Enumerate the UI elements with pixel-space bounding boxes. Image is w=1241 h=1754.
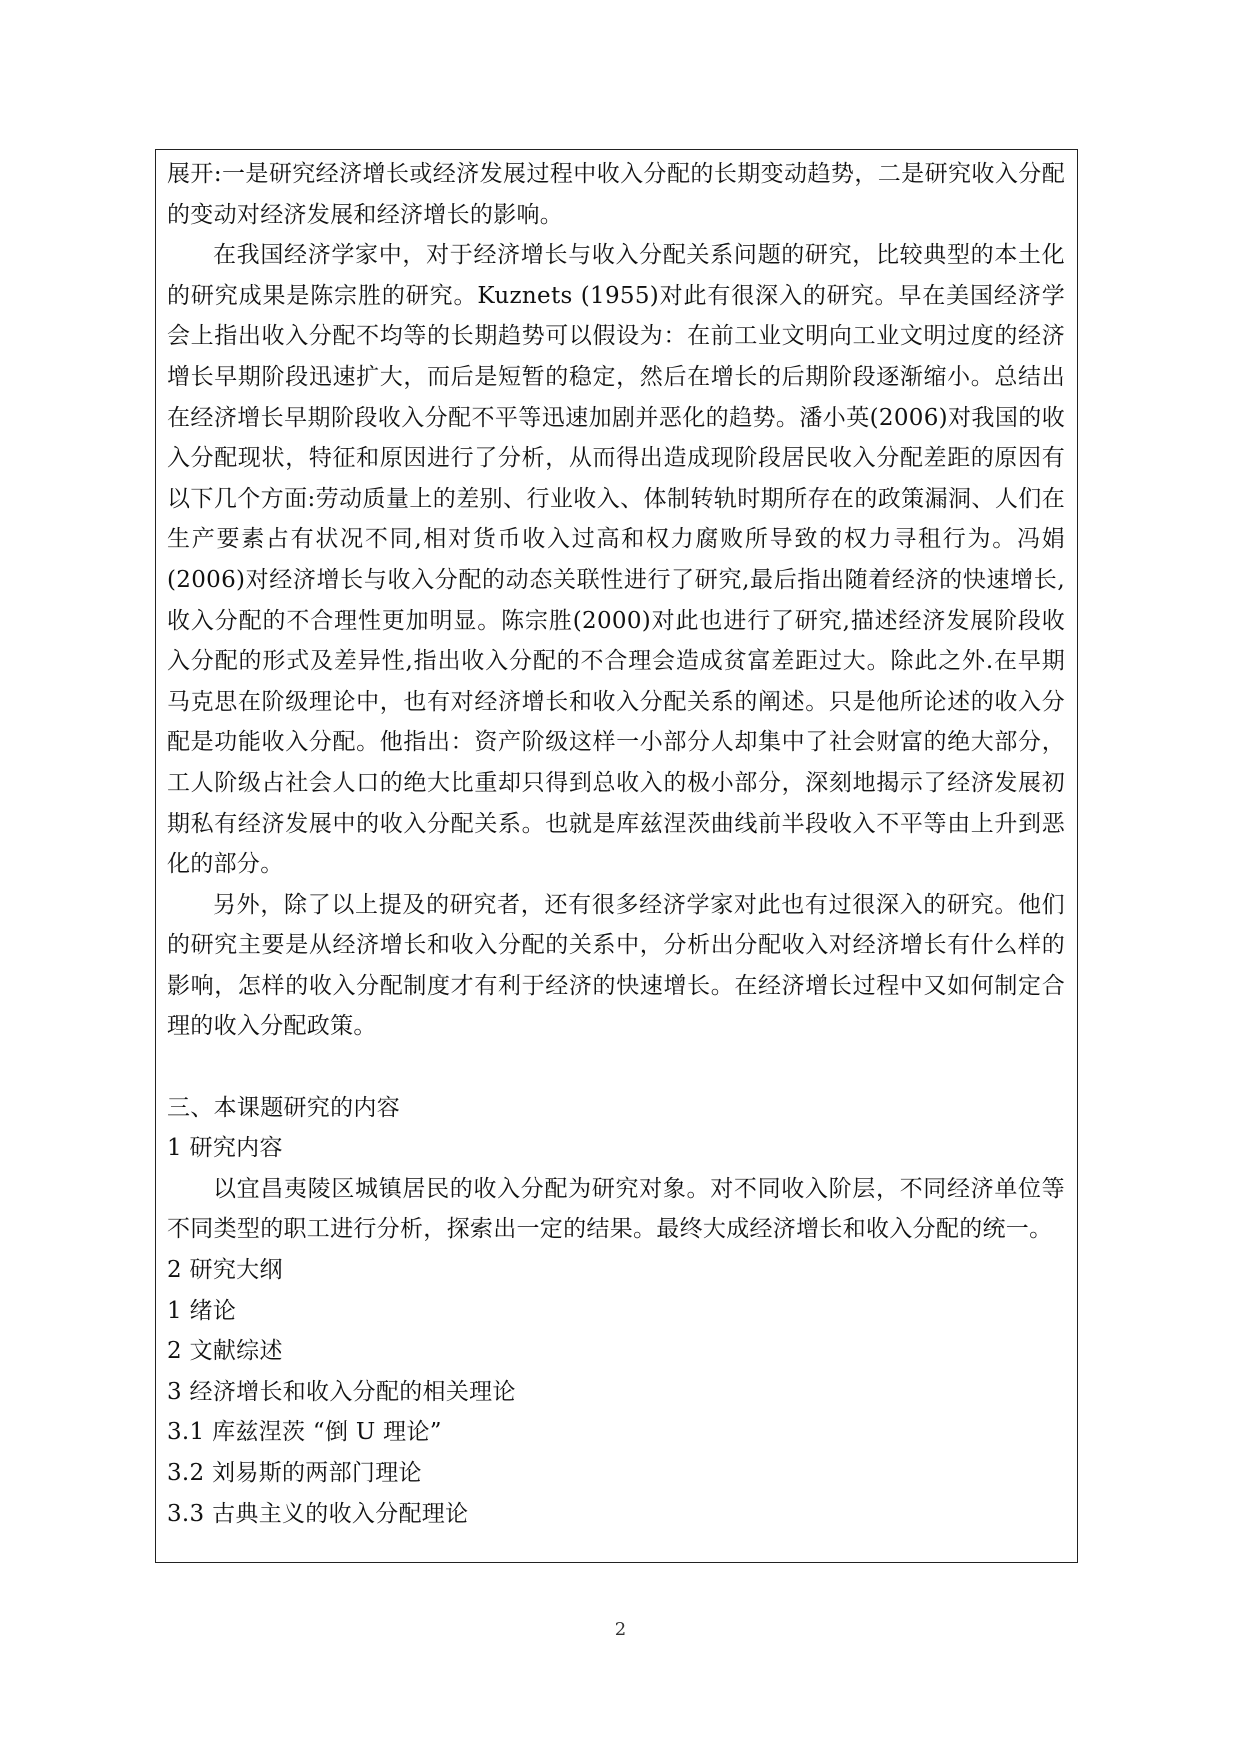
- outline-item: 3.1 库兹涅茨 “倒 U 理论”: [167, 1419, 442, 1446]
- page-number: 2: [614, 1619, 627, 1640]
- content-box: [155, 149, 1078, 1563]
- section-heading: 三、本课题研究的内容: [167, 1094, 400, 1121]
- paragraph-domestic-research: 在我国经济学家中，对于经济增长与收入分配关系问题的研究，比较典型的本土化的研究成果是陈宗胜的研究。Kuznets (1955)对此有很深入的研究。早在美国经济学会上指出收入分配不均等的长期趋势可以假设为：在前工业文明向工业文明过度的经济增长早期阶段迅速扩大，而后是短暂的稳定，然后在增长的后期阶段逐渐缩小。总结出在经济增长早期阶段收入分配不平等迅速加剧并恶化的趋势。潘小英(2006)对我国的收入分配现状，特征和原因进行了分析，从而得出造成现阶段居民收入分配差距的原因有以下几个方面:劳动质量上的差别、行业收入、体制转轨时期所存在的政策漏洞、人们在生产要素占有状况不同,相对货币收入过高和权力腐败所导致的权力寻租行为。冯娟(2006)对经济增长与收入分配的动态关联性进行了研究,最后指出随着经济的快速增长,收入分配的不合理性更加明显。陈宗胜(2000)对此也进行了研究,描述经济发展阶段收入分配的形式及差异性,指出收入分配的不合理会造成贫富差距过大。除此之外.在早期马克思在阶级理论中，也有对经济增长和收入分配关系的阐述。只是他所论述的收入分配是功能收入分配。他指出：资产阶级这样一小部分人却集中了社会财富的绝大部分，工人阶级占社会人口的绝大比重却只得到总收入的极小部分，深刻地揭示了经济发展初期私有经济发展中的收入分配关系。也就是库兹涅茨曲线前半段收入不平等由上升到恶化的部分。: [167, 242, 1065, 878]
- subheading-research-outline: 2 研究大纲: [167, 1257, 283, 1284]
- subheading-research-content: 1 研究内容: [167, 1135, 283, 1162]
- paragraph-other-research: 另外，除了以上提及的研究者，还有很多经济学家对此也有过很深入的研究。他们的研究主要是从经济增长和收入分配的关系中，分析出分配收入对经济增长有什么样的影响，怎样的收入分配制度才有利于经济的快速增长。在经济增长过程中又如何制定合理的收入分配政策。: [167, 891, 1065, 1040]
- outline-item: 3.3 古典主义的收入分配理论: [167, 1500, 469, 1527]
- blank-line: [167, 1047, 1065, 1088]
- outline-item: 3.2 刘易斯的两部门理论: [167, 1460, 422, 1486]
- outline-item: 2 文献综述: [167, 1338, 283, 1365]
- paragraph-research-directions: 展开:一是研究经济增长或经济发展过程中收入分配的长期变动趋势，二是研究收入分配的变动对经济发展和经济增长的影响。: [167, 161, 1065, 228]
- outline-item: 1 绪论: [167, 1297, 237, 1324]
- outline-item: 3 经济增长和收入分配的相关理论: [167, 1378, 516, 1405]
- paragraph-research-object: 以宜昌夷陵区城镇居民的收入分配为研究对象。对不同收入阶层，不同经济单位等不同类型的职工进行分析，探索出一定的结果。最终大成经济增长和收入分配的统一。: [167, 1175, 1065, 1243]
